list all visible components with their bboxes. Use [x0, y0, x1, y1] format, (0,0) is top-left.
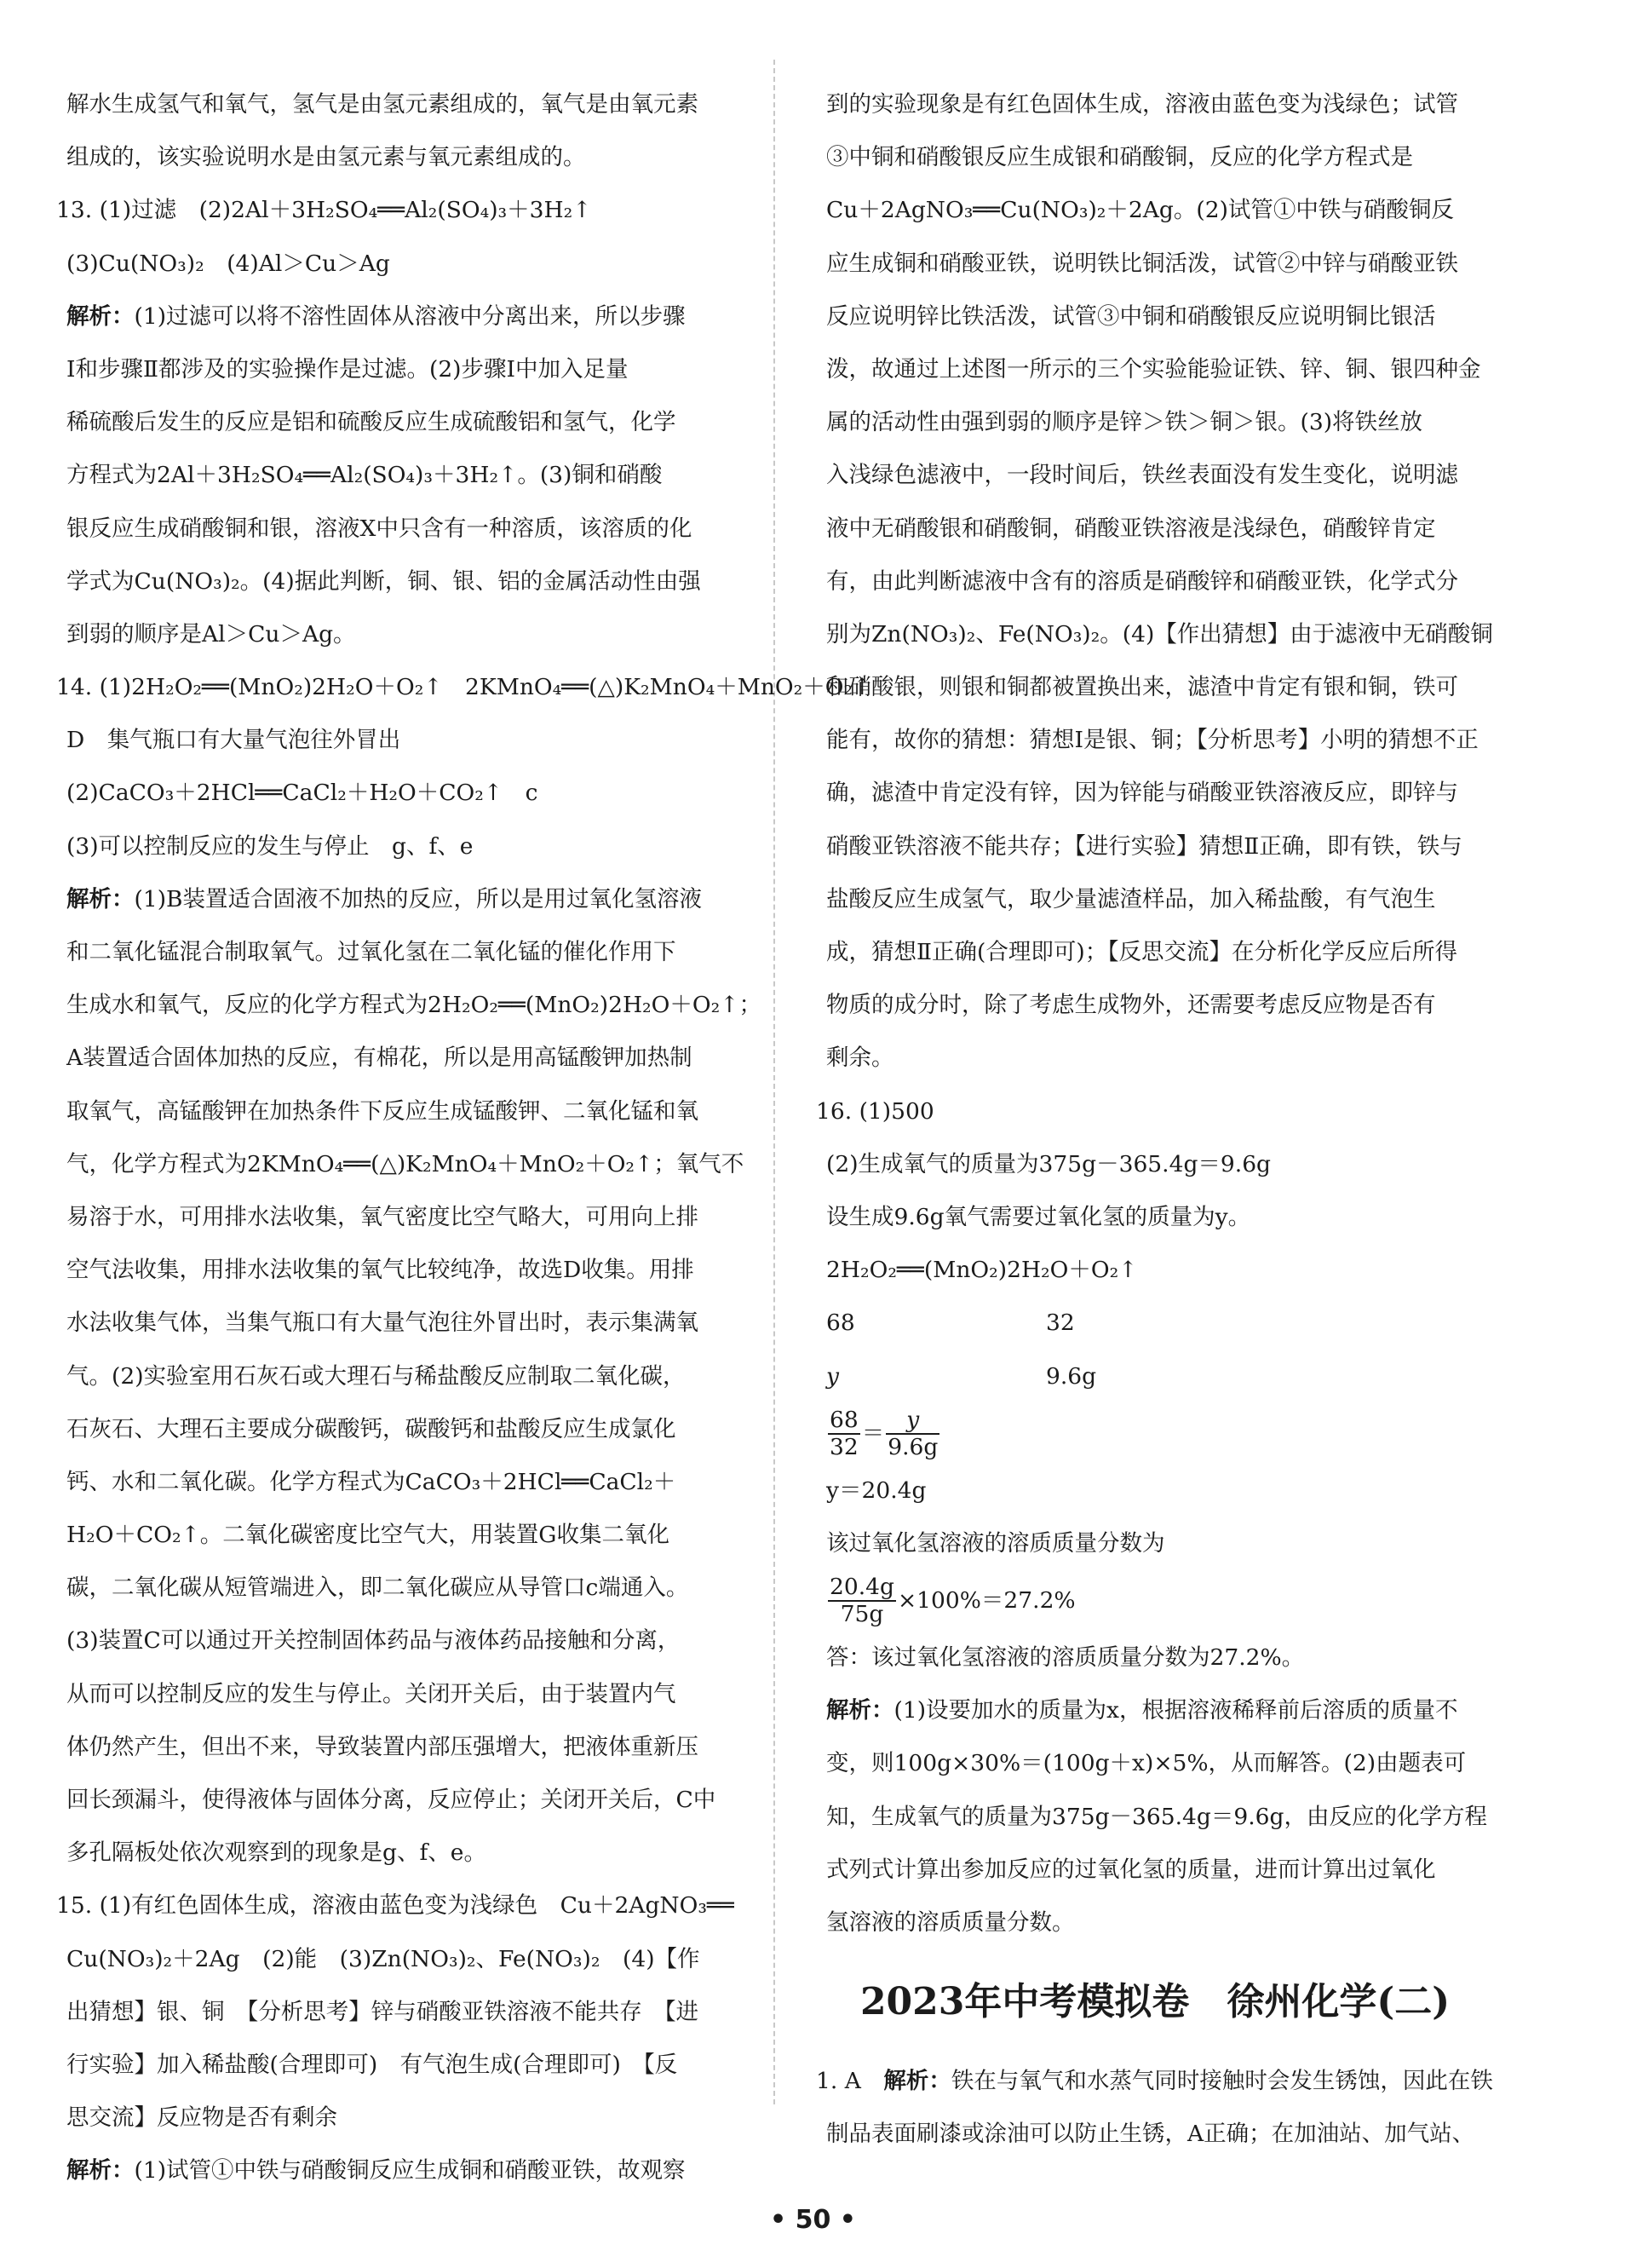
right-column-text-a [816, 78, 1494, 1297]
text-line: Cu＋2AgNO₃══Cu(NO₃)₂＋2Ag。(2)试管①中铁与硝酸铜反 [826, 197, 1454, 224]
fraction-numerator: 68 [830, 1406, 859, 1433]
text-line: 从而可以控制反应的发生与停止。关闭开关后，由于装置内气 [66, 1680, 676, 1707]
text-line: 体仍然产生，但出不来，导致装置内部压强增大，把液体重新压 [66, 1733, 698, 1760]
text-line: 泼，故通过上述图一所示的三个实验能验证铁、锌、铜、银四种金 [826, 355, 1481, 383]
text-line: 16. (1)500 [816, 1097, 934, 1125]
text-line: 应生成铜和硝酸亚铁，说明铁比铜活泼，试管②中锌与硝酸亚铁 [826, 250, 1458, 277]
fraction-denominator: 32 [830, 1433, 859, 1460]
text-line: 反应说明锌比铁活泼，试管③中铜和硝酸银反应说明铜比银活 [826, 302, 1436, 330]
text-line: 别为Zn(NO₃)₂、Fe(NO₃)₂。(4)【作出猜想】由于滤液中无硝酸铜 [826, 620, 1493, 648]
text-line: (2)生成氧气的质量为375g－365.4g＝9.6g [826, 1150, 1272, 1177]
analysis-label: 解析： [883, 2068, 951, 2095]
text-line: 确，滤渣中肯定没有锌，因为锌能与硝酸亚铁溶液反应，即锌与 [826, 780, 1458, 807]
text-line: 解析：(1)B装置适合固液不加热的反应，所以是用过氧化氢溶液 [66, 885, 703, 912]
text-line: 行实验】加入稀盐酸(合理即可) 有气泡生成(合理即可) 【反 [66, 2051, 678, 2078]
right-column-text-b [816, 1632, 1494, 1949]
calc-row-2-b: 9.6g [1046, 1362, 1097, 1390]
text-line: 回长颈漏斗，使得液体与固体分离，反应停止；关闭开关后，C中 [66, 1787, 716, 1813]
y-result: y＝20.4g [826, 1477, 927, 1504]
fraction-68-32 [828, 1407, 860, 1460]
calc-row-2 [816, 1350, 1494, 1403]
calc-row-2-a: y [826, 1362, 839, 1390]
proportion-equation [816, 1403, 1494, 1465]
text-line: H₂O＋CO₂↑。二氧化碳密度比空气大，用装置G收集二氧化 [66, 1522, 669, 1549]
text-line: ③中铜和硝酸银反应生成银和硝酸铜，反应的化学方程式是 [826, 144, 1413, 171]
mass-fraction-label: 该过氧化氢溶液的溶质质量分数为 [826, 1529, 1165, 1557]
text-line: 变，则100g×30%＝(100g＋x)×5%，从而解答。(2)由题表可 [826, 1750, 1467, 1777]
calc-row-1-a: 68 [826, 1310, 855, 1337]
text-line: 盐酸反应生成氢气，取少量滤渣样品，加入稀盐酸，有气泡生 [826, 885, 1436, 912]
text-line: 气。(2)实验室用石灰石或大理石与稀盐酸反应制取二氧化碳， [66, 1362, 686, 1390]
text-line: 学式为Cu(NO₃)₂。(4)据此判断，铜、银、铝的金属活动性由强 [66, 567, 701, 595]
text-line: 空气法收集，用排水法收集的氧气比较纯净，故选D收集。用排 [66, 1257, 694, 1284]
right-column [816, 78, 1494, 2162]
text-line: 和硝酸银，则银和铜都被置换出来，滤渣中肯定有银和铜，铁可 [826, 674, 1458, 701]
fraction-y-9.6g [886, 1407, 939, 1460]
analysis-label: 解析： [66, 302, 135, 330]
text-line: 知，生成氧气的质量为375g－365.4g＝9.6g，由反应的化学方程 [826, 1803, 1487, 1830]
text-line: 钙、水和二氧化碳。化学方程式为CaCO₃＋2HCl══CaCl₂＋ [66, 1468, 676, 1495]
calc-row-1 [816, 1297, 1494, 1350]
text-line: 到弱的顺序是Al＞Cu＞Ag。 [66, 620, 356, 648]
text-line: 解析：(1)设要加水的质量为x，根据溶液稀释前后溶质的质量不 [826, 1697, 1458, 1724]
text-line: 组成的，该实验说明水是由氢元素与氧元素组成的。 [66, 144, 586, 171]
text-line: 多孔隔板处依次观察到的现象是g、f、e。 [66, 1839, 486, 1867]
text-line: Ⅰ和步骤Ⅱ都涉及的实验操作是过滤。(2)步骤Ⅰ中加入足量 [66, 355, 629, 383]
text-line: 入浅绿色滤液中，一段时间后，铁丝表面没有发生变化，说明滤 [826, 462, 1458, 489]
text-line: 有，由此判断滤液中含有的溶质是硝酸锌和硝酸亚铁，化学式分 [826, 567, 1458, 595]
section-title: 2023年中考模拟卷 徐州化学(二) [859, 1980, 1451, 2024]
text-line: (3)可以控制反应的发生与停止 g、f、e [66, 832, 474, 860]
text-line: 稀硫酸后发生的反应是铝和硫酸反应生成硫酸铝和氢气，化学 [66, 409, 676, 436]
column-divider [773, 60, 775, 2104]
text-line: 成，猜想Ⅱ正确(合理即可)；【反思交流】在分析化学反应后所得 [826, 939, 1457, 965]
text-line: 到的实验现象是有红色固体生成，溶液由蓝色变为浅绿色；试管 [826, 91, 1458, 118]
text-line: 液中无硝酸银和硝酸铜，硝酸亚铁溶液是浅绿色，硝酸锌肯定 [826, 515, 1436, 542]
text-line: 和二氧化锰混合制取氧气。过氧化氢在二氧化锰的催化作用下 [66, 939, 676, 965]
fraction-numerator: y [886, 1407, 939, 1435]
text-line: 答：该过氧化氢溶液的溶质质量分数为27.2%。 [826, 1644, 1305, 1672]
fraction-20.4g-75g [828, 1574, 896, 1627]
analysis-label: 解析： [826, 1697, 894, 1724]
text-line: 能有，故你的猜想：猜想Ⅰ是银、铜；【分析思考】小明的猜想不正 [826, 727, 1479, 754]
text-line: 银反应生成硝酸铜和银，溶液X中只含有一种溶质，该溶质的化 [66, 515, 692, 542]
text-line: (3)Cu(NO₃)₂ (4)Al＞Cu＞Ag [66, 250, 390, 277]
text-line: 设生成9.6g氧气需要过氧化氢的质量为y。 [826, 1203, 1251, 1230]
text-line: 式列式计算出参加反应的过氧化氢的质量，进而计算出过氧化 [826, 1856, 1436, 1883]
text-line: Cu(NO₃)₂＋2Ag (2)能 (3)Zn(NO₃)₂、Fe(NO₃)₂ (4)【作 [66, 1945, 700, 1972]
text-line: 方程式为2Al＋3H₂SO₄══Al₂(SO₄)₃＋3H₂↑。(3)铜和硝酸 [66, 462, 663, 489]
text-line: 气，化学方程式为2KMnO₄══(△)K₂MnO₄＋MnO₂＋O₂↑；氧气不 [66, 1150, 744, 1177]
text-line: 思交流】反应物是否有剩余 [66, 2104, 337, 2132]
text-line: 取氧气，高锰酸钾在加热条件下反应生成锰酸钾、二氧化锰和氧 [66, 1097, 698, 1125]
text-line: 15. (1)有红色固体生成，溶液由蓝色变为浅绿色 Cu＋2AgNO₃══ [56, 1892, 734, 1920]
text-line: 14. (1)2H₂O₂══(MnO₂)2H₂O＋O₂↑ 2KMnO₄══(△)K₂MnO₄＋MnO₂＋O₂↑ [56, 674, 872, 701]
text-line: 出猜想】银、铜 【分析思考】锌与硝酸亚铁溶液不能共存 【进 [66, 1998, 698, 2025]
text-line: 生成水和氧气，反应的化学方程式为2H₂O₂══(MnO₂)2H₂O＋O₂↑； [66, 992, 761, 1019]
fraction-denominator: 9.6g [888, 1433, 939, 1460]
calc-row-1-b: 32 [1046, 1310, 1075, 1337]
text-line: 制品表面刷漆或涂油可以防止生锈，A正确；在加油站、加气站、 [826, 2121, 1475, 2148]
fraction-denominator: 75g [840, 1601, 884, 1628]
equals-sign: ＝ [861, 1419, 885, 1447]
text-line: 硝酸亚铁溶液不能共存；【进行实验】猜想Ⅱ正确，即有铁，铁与 [826, 832, 1462, 860]
fraction-numerator: 20.4g [830, 1574, 894, 1601]
text-line: 解析：(1)过滤可以将不溶性固体从溶液中分离出来，所以步骤 [66, 302, 686, 330]
text-line: 13. (1)过滤 (2)2Al＋3H₂SO₄══Al₂(SO₄)₃＋3H₂↑ [56, 197, 592, 224]
text-line: 解水生成氢气和氧气，氢气是由氢元素组成的，氧气是由氧元素 [66, 91, 698, 118]
text-line: 易溶于水，可用排水法收集，氧气密度比空气略大，可用向上排 [66, 1203, 698, 1230]
text-line: A装置适合固体加热的反应，有棉花，所以是用高锰酸钾加热制 [66, 1045, 692, 1072]
text-line: 剩余。 [826, 1045, 894, 1072]
text-line: 石灰石、大理石主要成分碳酸钙，碳酸钙和盐酸反应生成氯化 [66, 1415, 676, 1442]
page-number: • 50 • [770, 2205, 856, 2235]
analysis-label: 解析： [66, 2157, 135, 2185]
text-line: D 集气瓶口有大量气泡往外冒出 [66, 727, 401, 754]
text-line: 物质的成分时，除了考虑生成物外，还需要考虑反应物是否有 [826, 992, 1436, 1019]
text-line: (3)装置C可以通过开关控制固体药品与液体药品接触和分离， [66, 1627, 681, 1655]
mass-fraction-equation [816, 1570, 1494, 1632]
percentage-result: ×100%＝27.2% [897, 1586, 1076, 1614]
text-line: (2)CaCO₃＋2HCl══CaCl₂＋H₂O＋CO₂↑ c [66, 780, 538, 807]
right-column-text-c [816, 2055, 1494, 2161]
text-line: 1. A 解析：铁在与氧气和水蒸气同时接触时会发生锈蚀，因此在铁 [816, 2068, 1493, 2095]
text-line: 解析：(1)试管①中铁与硝酸铜反应生成铜和硝酸亚铁，故观察 [66, 2157, 686, 2185]
text-line: 氢溶液的溶质质量分数。 [826, 1909, 1075, 1936]
text-line: 属的活动性由强到弱的顺序是锌＞铁＞铜＞银。(3)将铁丝放 [826, 409, 1423, 436]
text-line: 水法收集气体，当集气瓶口有大量气泡往外冒出时，表示集满氧 [66, 1310, 698, 1337]
text-line: 碳，二氧化碳从短管端进入，即二氧化碳应从导管口c端通入。 [66, 1574, 689, 1602]
text-line: 2H₂O₂══(MnO₂)2H₂O＋O₂↑ [826, 1257, 1138, 1284]
analysis-label: 解析： [66, 885, 135, 912]
